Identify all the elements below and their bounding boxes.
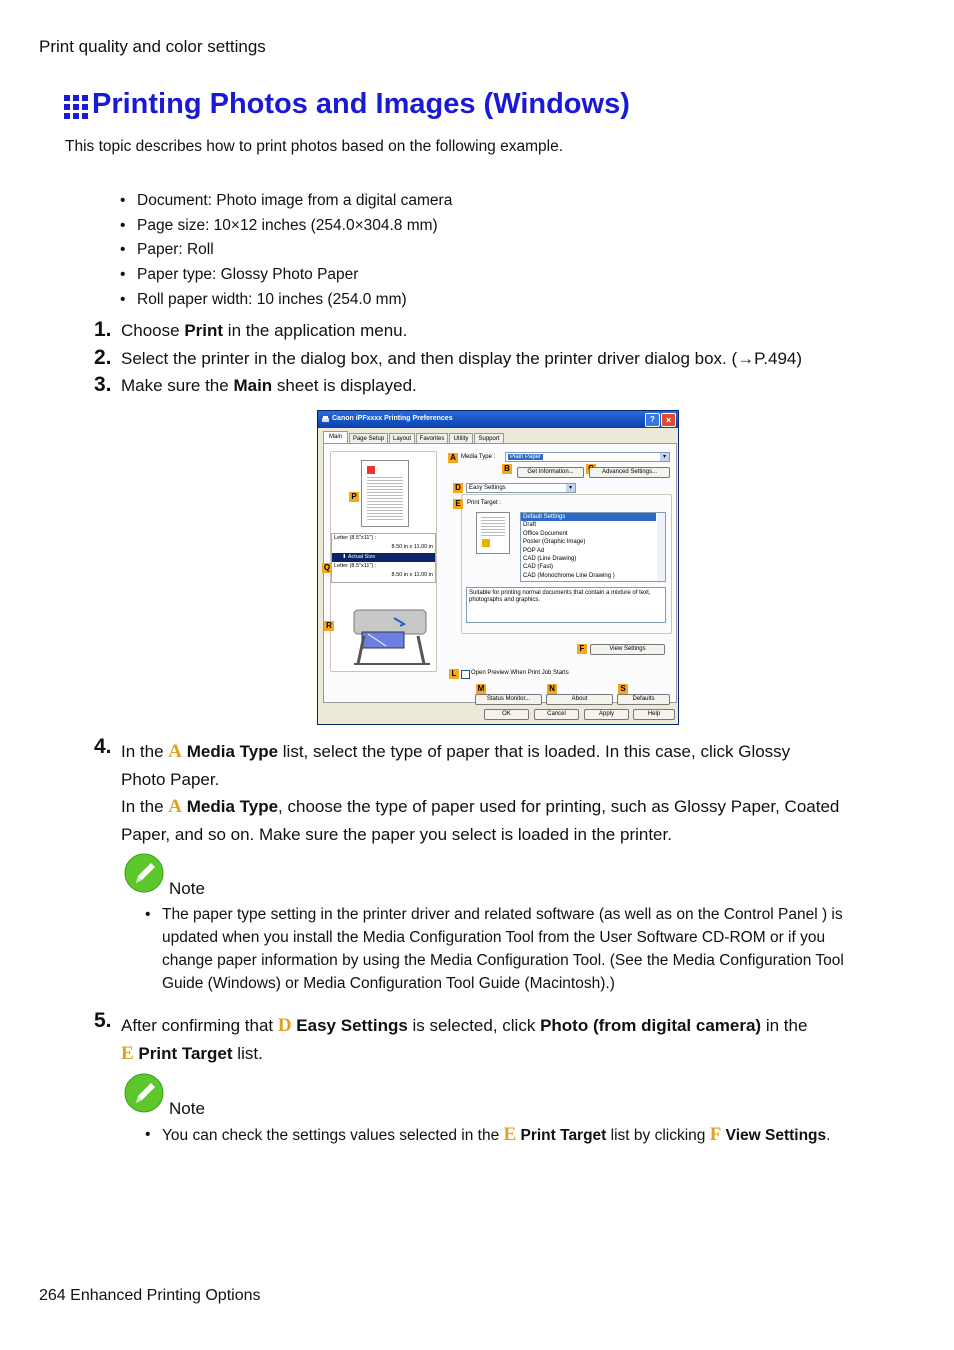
open-preview-label: Open Preview When Print Job Starts (471, 670, 569, 676)
tab-layout[interactable]: Layout (389, 433, 415, 444)
photo-thumbnail (367, 466, 375, 474)
media-type-label: Media Type : (461, 454, 496, 460)
step-number: 4. (94, 735, 112, 758)
target-description: Suitable for printing normal documents that contain a mixture of text, photographs and graphics. (466, 587, 666, 623)
marker-r: R (324, 621, 334, 631)
advanced-settings-button[interactable]: Advanced Settings... (589, 467, 670, 478)
print-target-label: Print Target : (467, 500, 501, 506)
printer-illustration (344, 596, 434, 668)
printing-preferences-dialog (317, 410, 679, 725)
list-scrollbar[interactable] (657, 513, 665, 581)
note-label: Note (169, 879, 205, 898)
note-pencil-icon (124, 1073, 164, 1113)
step-text: Make sure the Main sheet is displayed. (121, 376, 417, 395)
close-icon[interactable]: × (661, 413, 676, 427)
marker-f: F (577, 644, 587, 654)
open-preview-checkbox[interactable] (461, 670, 470, 679)
marker-b: B (502, 464, 512, 474)
media-type-select[interactable]: Plain Paper ▾ (505, 452, 670, 462)
list-item: • Roll paper width: 10 inches (254.0 mm) (120, 288, 452, 313)
marker-e: E (453, 499, 463, 509)
note-pencil-icon (124, 853, 164, 893)
tab-main[interactable]: Main (323, 431, 348, 444)
note-text: • You can check the settings values selected in the E Print Target list by clicking F View Settings. (145, 1124, 831, 1145)
step-text: After confirming that D Easy Settings is selected, click Photo (from digital camera) in the E Print Target list. (121, 1015, 808, 1064)
list-item[interactable]: CAD (Fast) (523, 564, 553, 571)
dialog-titlebar: Canon iPFxxxx Printing Preferences ? × (318, 411, 678, 428)
marker-n: N (547, 684, 557, 694)
actual-size-row: ⬇ Actual Size (332, 553, 435, 562)
view-settings-button[interactable]: View Settings (590, 644, 665, 655)
list-item: • Paper: Roll (120, 238, 452, 263)
target-preview (476, 512, 510, 554)
note-text: • The paper type setting in the printer driver and related software (as well as on the Control Panel ) is updated when you install the Media Configuration Tool from the User Software CD-ROM or if you change paper information by using the Media Configuration Tool. (See the Media Configuration Tool Guide (Windows) or Media Configuration Tool Guide (Macintosh).) (145, 906, 844, 992)
list-item: • Page size: 10×12 inches (254.0×304.8 mm) (120, 214, 452, 239)
marker-d: D (453, 483, 463, 493)
note-label: Note (169, 1099, 205, 1118)
apply-button[interactable]: Apply (584, 709, 629, 720)
list-item: • Paper type: Glossy Photo Paper (120, 263, 452, 288)
page-title: Printing Photos and Images (Windows) (92, 88, 630, 120)
main-sheet (323, 443, 677, 703)
tab-utility[interactable]: Utility (449, 433, 473, 444)
page-preview (361, 460, 409, 527)
tab-page-setup[interactable]: Page Setup (349, 433, 388, 444)
list-item[interactable]: Default Settings (521, 513, 656, 521)
print-target-list[interactable] (520, 512, 666, 582)
marker-m: M (477, 684, 485, 693)
step-number: 1. (94, 318, 112, 341)
paper-info-box: Letter (8.5"x11") : 8.50 in x 11.00 in ⬇ Actual Size Letter (8.5"x11") : 8.50 in x 11.00 in (331, 533, 436, 583)
tab-support[interactable]: Support (474, 433, 504, 444)
defaults-button[interactable]: Defaults (617, 694, 670, 705)
page-footer: 264 Enhanced Printing Options (39, 1287, 261, 1304)
step-number: 5. (94, 1009, 112, 1032)
cancel-button[interactable]: Cancel (534, 709, 579, 720)
list-item[interactable]: CAD (Line Drawing) (523, 556, 577, 563)
about-button[interactable]: About (546, 694, 613, 705)
grid-icon (64, 95, 88, 119)
help-title-button[interactable]: ? (645, 413, 660, 427)
running-header: Print quality and color settings (39, 37, 266, 56)
text-lines (367, 477, 403, 521)
step-text: Choose Print in the application menu. (121, 321, 408, 340)
step-text: Select the printer in the dialog box, and then display the printer driver dialog box. (→P.494) (121, 349, 803, 368)
marker-q: Q (323, 563, 331, 572)
marker-a: A (448, 453, 458, 463)
step-number: 3. (94, 373, 112, 396)
tab-favorites[interactable]: Favorites (416, 433, 448, 444)
easy-settings-select[interactable]: Easy Settings ▾ (466, 483, 576, 493)
marker-p: P (349, 492, 359, 502)
status-monitor-button[interactable]: Status Monitor... (475, 694, 542, 705)
marker-s: S (618, 684, 628, 694)
step-text: In the A Media Type list, select the type of paper that is loaded. In this case, click Glossy Photo Paper. In the A Media Type, choose the type of paper used for printing, such as Glossy Paper, Coated Paper, and so on. Make sure the paper you select is loaded in the printer. (121, 741, 840, 844)
marker-l: L (449, 669, 459, 679)
printer-icon (321, 415, 330, 424)
list-item[interactable]: Office Document (523, 530, 568, 537)
list-item: • Document: Photo image from a digital camera (120, 189, 452, 214)
ok-button[interactable]: OK (484, 709, 529, 720)
list-item[interactable]: CAD (Monochrome Line Drawing ) (523, 572, 615, 579)
step-number: 2. (94, 346, 112, 369)
chevron-down-icon: ▾ (660, 453, 669, 461)
chevron-down-icon: ▾ (566, 484, 575, 492)
intro-text: This topic describes how to print photos based on the following example. (65, 138, 564, 155)
get-information-button[interactable]: Get Information... (517, 467, 584, 478)
help-button[interactable]: Help (633, 709, 675, 720)
list-item[interactable]: Draft (523, 522, 537, 529)
example-list (120, 189, 452, 313)
list-item[interactable]: POP Ad (523, 547, 545, 554)
list-item[interactable]: Poster (Graphic Image) (523, 539, 586, 546)
